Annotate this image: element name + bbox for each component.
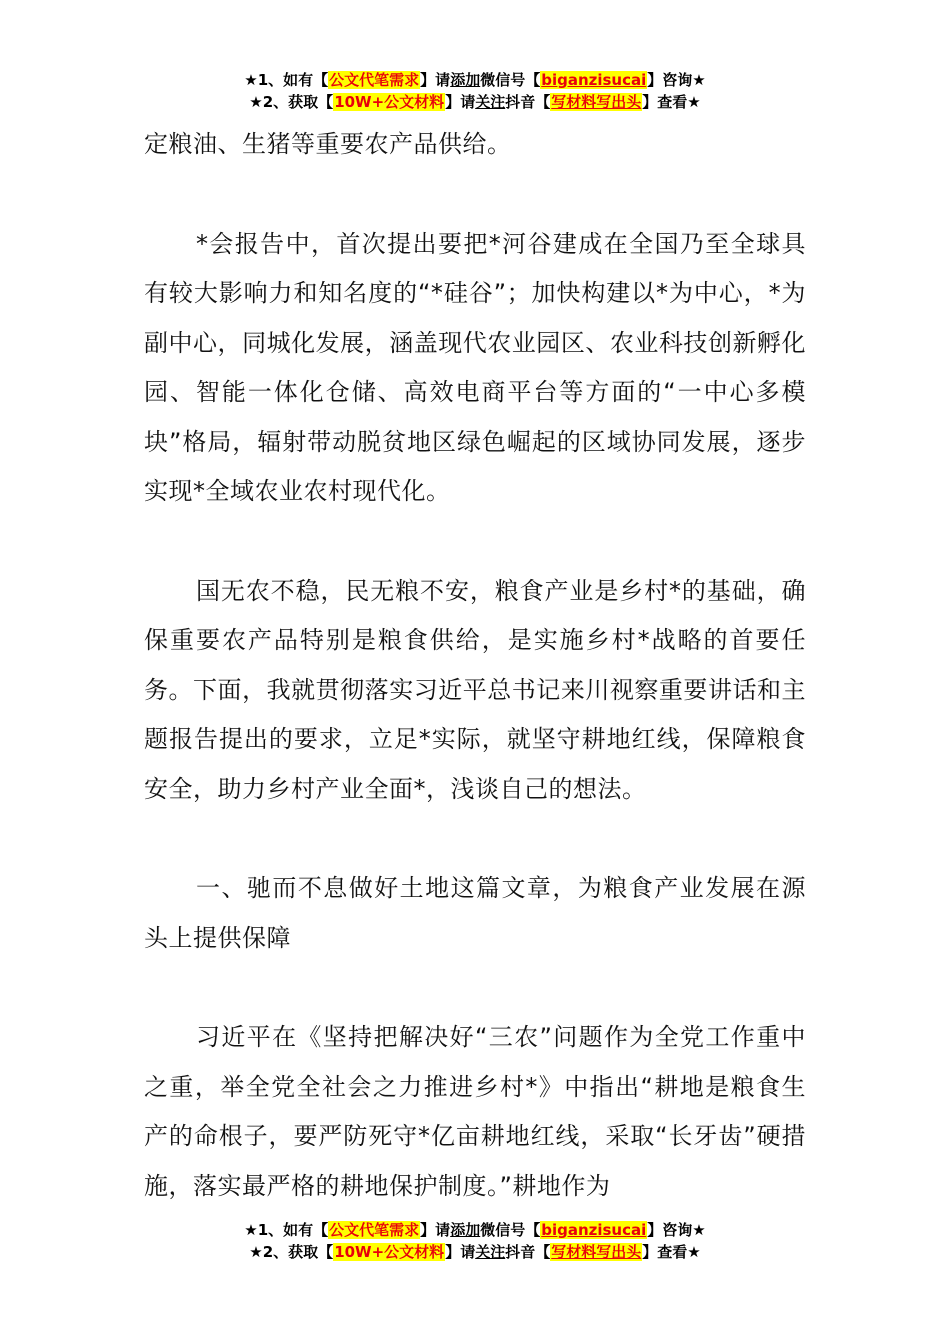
banner-text: 】查看★ (642, 1243, 701, 1261)
banner-underlined-text: 添加 (450, 1221, 481, 1239)
highlight-wechat-id: biganzisucai (541, 71, 647, 89)
banner-text: ★2、获取【 (249, 93, 334, 111)
banner-text: 抖音【 (505, 1243, 551, 1261)
highlight-wechat-id: biganzisucai (541, 1221, 647, 1239)
banner-text: 】咨询★ (647, 1221, 706, 1239)
banner-text: ★1、如有【 (244, 1221, 329, 1239)
banner-text: ★2、获取【 (249, 1243, 334, 1261)
highlight-materials: 10W+公文材料 (334, 1243, 445, 1261)
paragraph-gap (144, 517, 806, 567)
banner-text: ★1、如有【 (244, 71, 329, 89)
banner-underlined-text: 关注 (475, 1243, 506, 1261)
banner-line-2 (0, 91, 950, 113)
footer-banner (0, 1219, 950, 1263)
banner-line-2 (0, 1241, 950, 1263)
highlight-douyin-id: 写材料写出头 (551, 1243, 642, 1261)
paragraph: 国无农不稳，民无粮不安，粮食产业是乡村*的基础，确保重要农产品特别是粮食供给，是实施乡村*战略的首要任务。下面，我就贯彻落实习近平总书记来川视察重要讲话和主题报告提出的要求，立足*实际，就坚守耕地红线，保障粮食安全，助力乡村产业全面*，浅谈自己的想法。 (144, 576, 806, 803)
paragraph: 习近平在《坚持把解决好“三农”问题作为全党工作重中之重，举全党全社会之力推进乡村*》中指出“耕地是粮食生产的命根子，要严防死守*亿亩耕地红线，采取“长牙齿”硬措施，落实最严格的耕地保护制度。”耕地作为 (144, 1023, 806, 1200)
header-banner (0, 69, 950, 113)
banner-underlined-text: 添加 (450, 71, 481, 89)
paragraph: *会报告中，首次提出要把*河谷建成在全国乃至全球具有较大影响力和知名度的“*硅谷”；加快构建以*为中心，*为副中心，同城化发展，涵盖现代农业园区、农业科技创新孵化园、智能一体化仓储、高效电商平台等方面的“一中心多模块”格局，辐射带动脱贫地区绿色崛起的区域协同发展，逐步实现*全域农业农村现代化。 (144, 229, 806, 505)
banner-text: 】咨询★ (647, 71, 706, 89)
banner-text: 】请 (420, 71, 451, 89)
highlight-douyin-id: 写材料写出头 (551, 93, 642, 111)
banner-line-1 (0, 69, 950, 91)
banner-text: 微信号【 (480, 71, 541, 89)
banner-text: 微信号【 (480, 1221, 541, 1239)
banner-text: 】请 (445, 1243, 476, 1261)
banner-underlined-text: 关注 (475, 93, 506, 111)
highlight-service: 公文代笔需求 (329, 71, 420, 89)
document-body (144, 120, 806, 1211)
banner-line-1 (0, 1219, 950, 1241)
section-heading: 一、驰而不息做好土地这篇文章，为粮食产业发展在源头上提供保障 (144, 874, 806, 952)
banner-text: 】请 (445, 93, 476, 111)
banner-text: 抖音【 (505, 93, 551, 111)
paragraph-gap (144, 814, 806, 864)
highlight-materials: 10W+公文材料 (334, 93, 445, 111)
paragraph-gap (144, 963, 806, 1013)
highlight-service: 公文代笔需求 (329, 1221, 420, 1239)
banner-text: 】请 (420, 1221, 451, 1239)
paragraph: 定粮油、生猪等重要农产品供给。 (144, 130, 512, 158)
paragraph-gap (144, 170, 806, 220)
banner-text: 】查看★ (642, 93, 701, 111)
